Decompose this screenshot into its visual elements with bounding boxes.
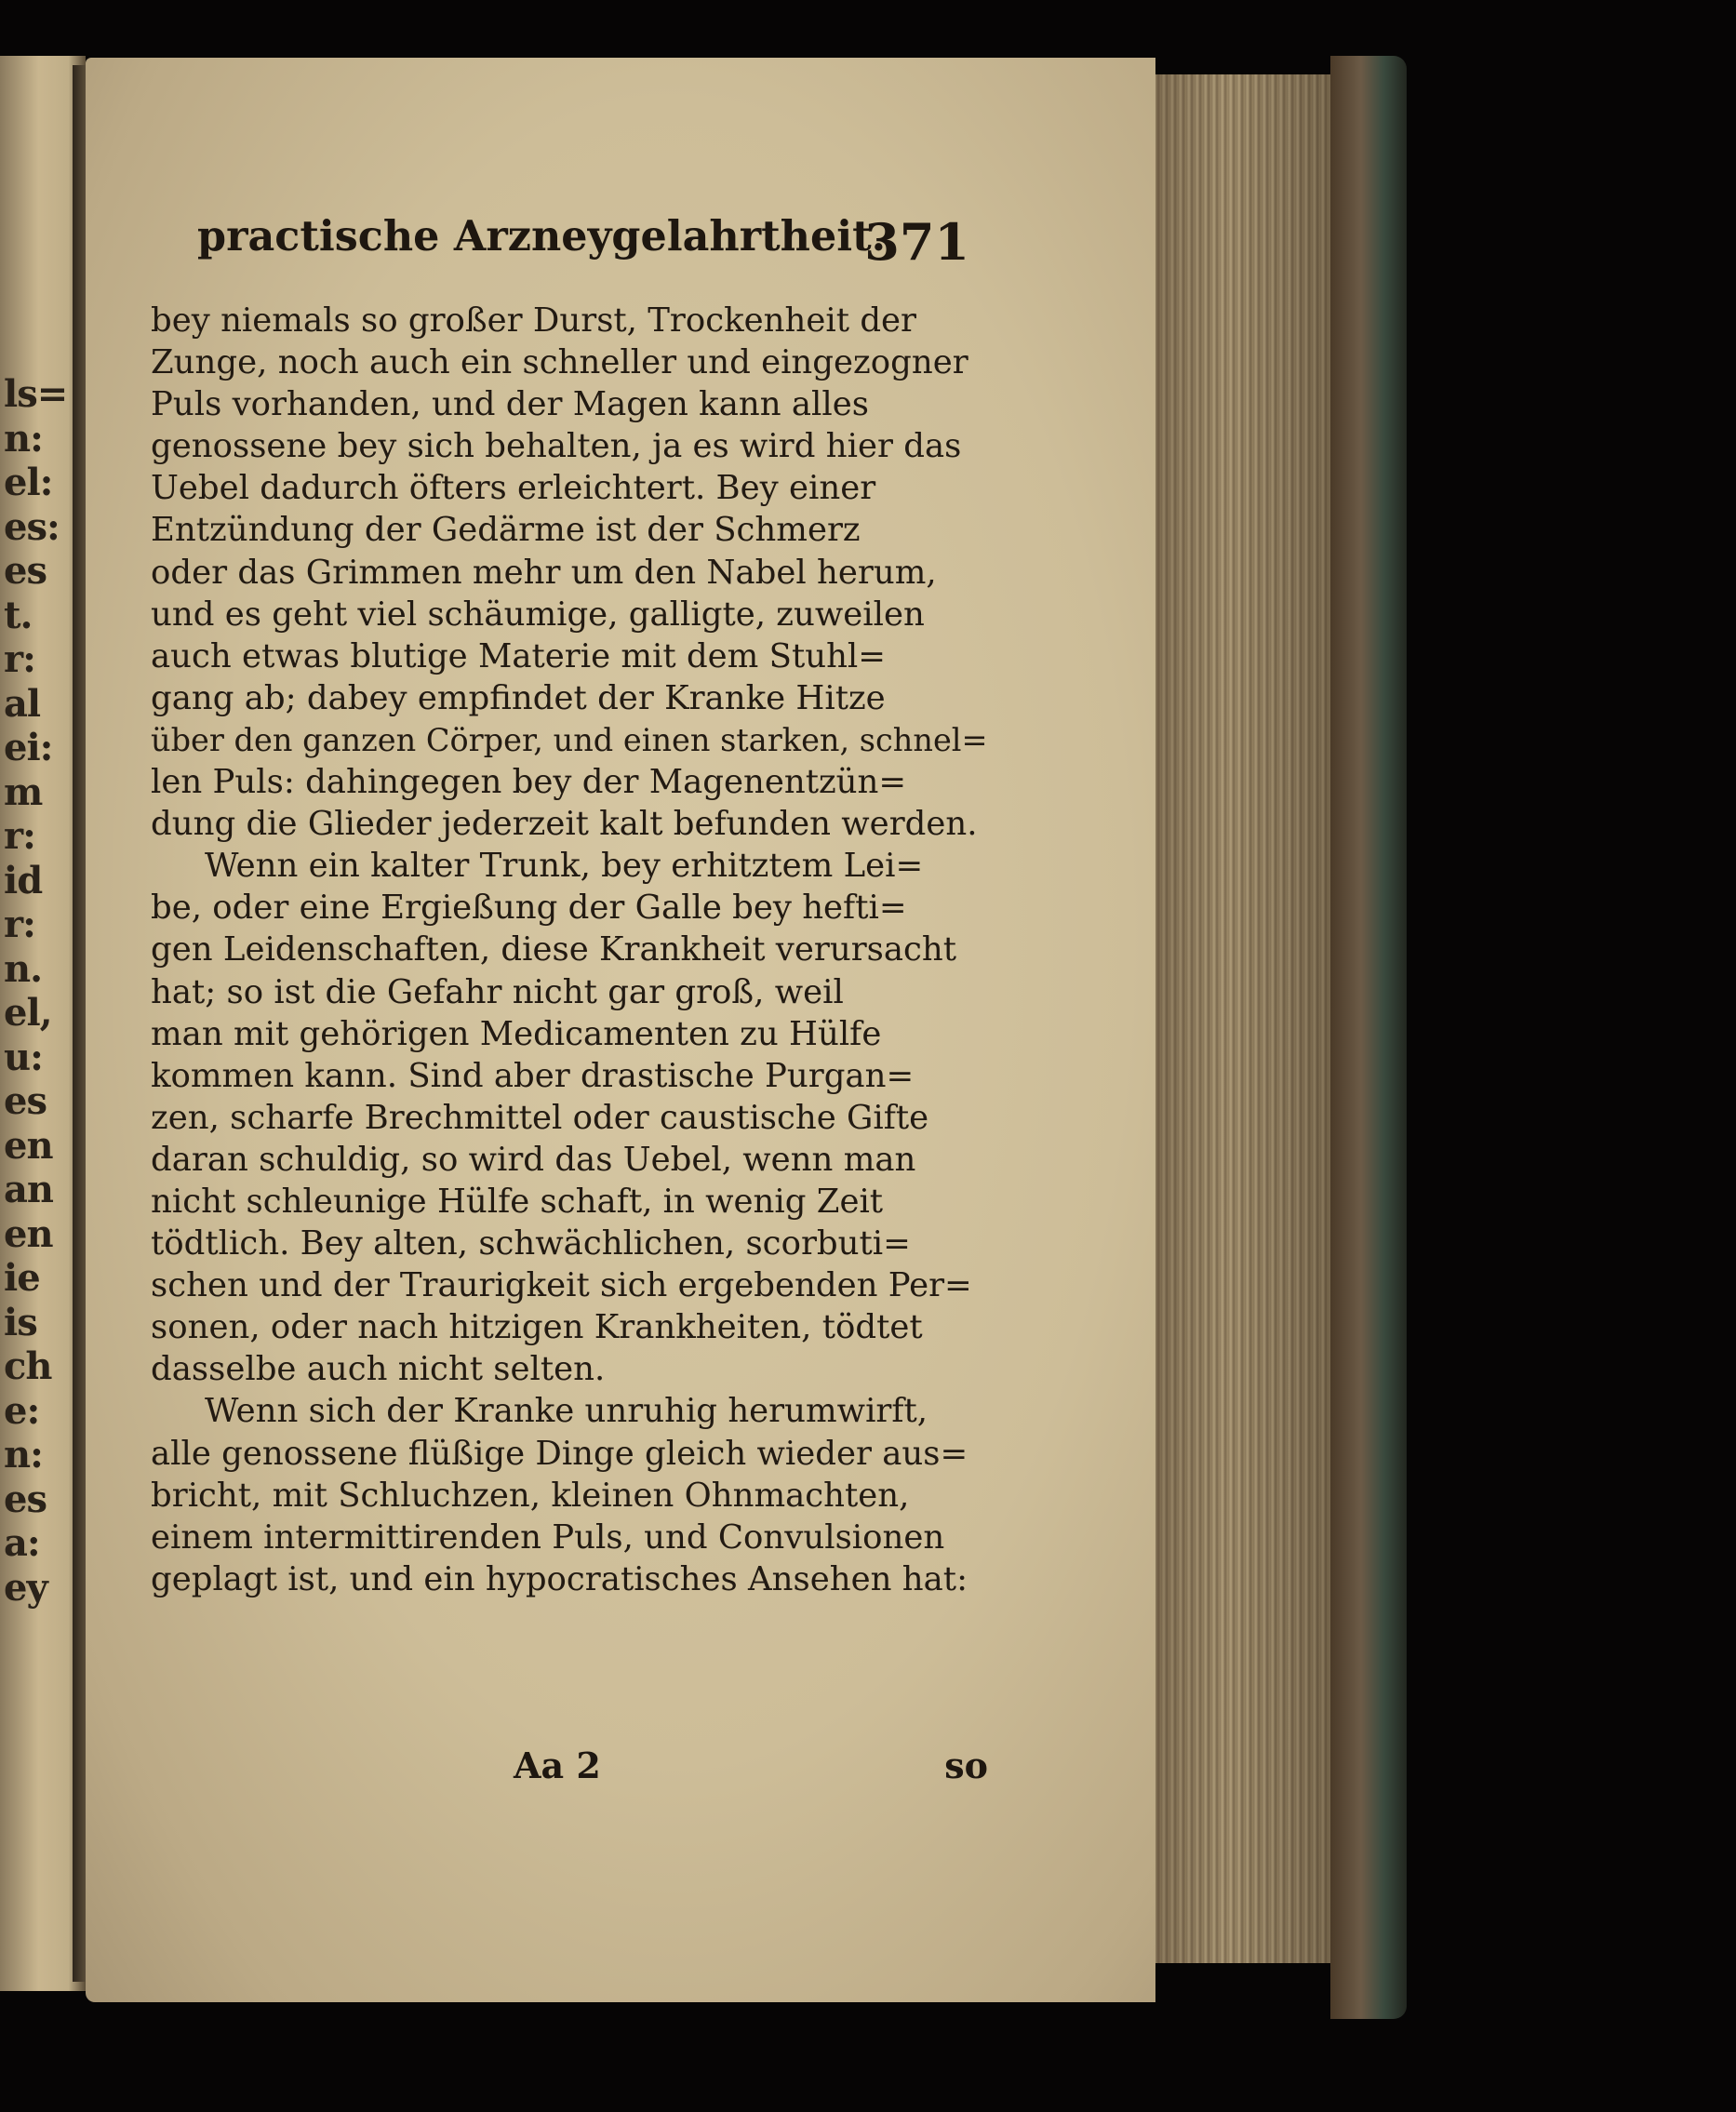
- previous-page-fragment: t.: [4, 593, 33, 637]
- text-line: Zunge, noch auch ein schneller und eingezogner: [151, 343, 968, 382]
- text-line: schen und der Traurigkeit sich ergebenden Per=: [151, 1266, 972, 1305]
- previous-page-fragment: n:: [4, 416, 43, 461]
- text-line: und es geht viel schäumige, galligte, zuweilen: [151, 595, 925, 634]
- previous-page-fragment: u:: [4, 1035, 43, 1079]
- text-line: bricht, mit Schluchzen, kleinen Ohnmachten,: [151, 1476, 910, 1515]
- text-line: kommen kann. Sind aber drastische Purgan=: [151, 1056, 915, 1095]
- catchword: so: [944, 1744, 988, 1786]
- text-line: genossene bey sich behalten, ja es wird hier das: [151, 427, 962, 466]
- previous-page-fragment: ls=: [4, 372, 68, 416]
- previous-page-fragment: id: [4, 858, 43, 902]
- previous-page-fragment: is: [4, 1300, 37, 1344]
- previous-page-fragment: n:: [4, 1433, 43, 1477]
- previous-page-fragment: m: [4, 769, 43, 814]
- previous-page-fragment: en: [4, 1123, 53, 1168]
- text-line: dasselbe auch nicht selten.: [151, 1350, 606, 1389]
- text-line: tödtlich. Bey alten, schwächlichen, scorbuti=: [151, 1224, 911, 1263]
- text-line: zen, scharfe Brechmittel oder caustische Gifte: [151, 1098, 929, 1137]
- previous-page-fragment: r:: [4, 814, 35, 858]
- text-line: geplagt ist, und ein hypocratisches Ansehen hat:: [151, 1559, 968, 1598]
- previous-page-fragment: es:: [4, 504, 60, 549]
- text-line: hat; so ist die Gefahr nicht gar groß, weil: [151, 972, 844, 1011]
- text-line: gen Leidenschaften, diese Krankheit verursacht: [151, 930, 957, 969]
- text-line: Wenn sich der Kranke unruhig herumwirft,: [205, 1392, 928, 1431]
- previous-page-fragment: es: [4, 1477, 47, 1521]
- previous-page-fragment: e:: [4, 1388, 40, 1433]
- previous-page-fragment: ch: [4, 1344, 52, 1388]
- body-text: [151, 300, 988, 1600]
- previous-page-fragment: ie: [4, 1256, 40, 1300]
- signature-mark: Aa 2: [514, 1744, 601, 1786]
- page-footer: [151, 1744, 988, 1791]
- text-line: bey niemals so großer Durst, Trockenheit der: [151, 301, 917, 340]
- previous-page-fragment: es: [4, 549, 47, 593]
- previous-page-fragment: a:: [4, 1521, 40, 1565]
- previous-page-fragment: el:: [4, 461, 53, 504]
- text-line: alle genossene flüßige Dinge gleich wieder aus=: [151, 1434, 968, 1473]
- previous-page-fragment: r:: [4, 902, 35, 946]
- previous-page-fragment: n.: [4, 946, 43, 991]
- text-line: oder das Grimmen mehr um den Nabel herum,: [151, 553, 937, 592]
- previous-page-fragment: ei:: [4, 726, 53, 769]
- text-line: über den ganzen Cörper, und einen starken, schnel=: [151, 721, 988, 758]
- previous-page-fragment: es: [4, 1079, 47, 1123]
- previous-page-fragment: r:: [4, 637, 35, 681]
- text-line: be, oder eine Ergießung der Galle bey hefti=: [151, 889, 907, 928]
- page-number: 371: [864, 212, 969, 272]
- page-edge-shadow: [1144, 74, 1349, 1963]
- text-line: Entzündung der Gedärme ist der Schmerz: [151, 511, 861, 550]
- text-line: len Puls: dahingegen bey der Magenentzün=: [151, 763, 907, 802]
- text-line: daran schuldig, so wird das Uebel, wenn man: [151, 1140, 916, 1179]
- previous-page-fragment: al: [4, 681, 41, 726]
- text-line: dung die Glieder jederzeit kalt befunden werden.: [151, 805, 978, 844]
- text-line: sonen, oder nach hitzigen Krankheiten, tödtet: [151, 1308, 923, 1347]
- text-line: einem intermittirenden Puls, und Convulsionen: [151, 1517, 945, 1557]
- running-header: [197, 212, 969, 287]
- text-line: auch etwas blutige Materie mit dem Stuhl=: [151, 636, 887, 675]
- text-line: nicht schleunige Hülfe schaft, in wenig Zeit: [151, 1182, 884, 1221]
- previous-page-fragment: en: [4, 1211, 53, 1256]
- text-line: Wenn ein kalter Trunk, bey erhitztem Lei=: [205, 847, 924, 886]
- previous-page-fragment: el,: [4, 991, 52, 1035]
- previous-page-fragment: an: [4, 1168, 53, 1211]
- text-line: Puls vorhanden, und der Magen kann alles: [151, 385, 869, 424]
- previous-page-fragment: ey: [4, 1565, 47, 1610]
- text-line: man mit gehörigen Medicamenten zu Hülfe: [151, 1014, 882, 1053]
- book-cover: [1330, 56, 1407, 2019]
- running-title: practische Arzneygelahrtheit.: [197, 212, 887, 261]
- text-line: Uebel dadurch öfters erleichtert. Bey einer: [151, 469, 876, 508]
- text-line: gang ab; dabey empfindet der Kranke Hitze: [151, 678, 886, 717]
